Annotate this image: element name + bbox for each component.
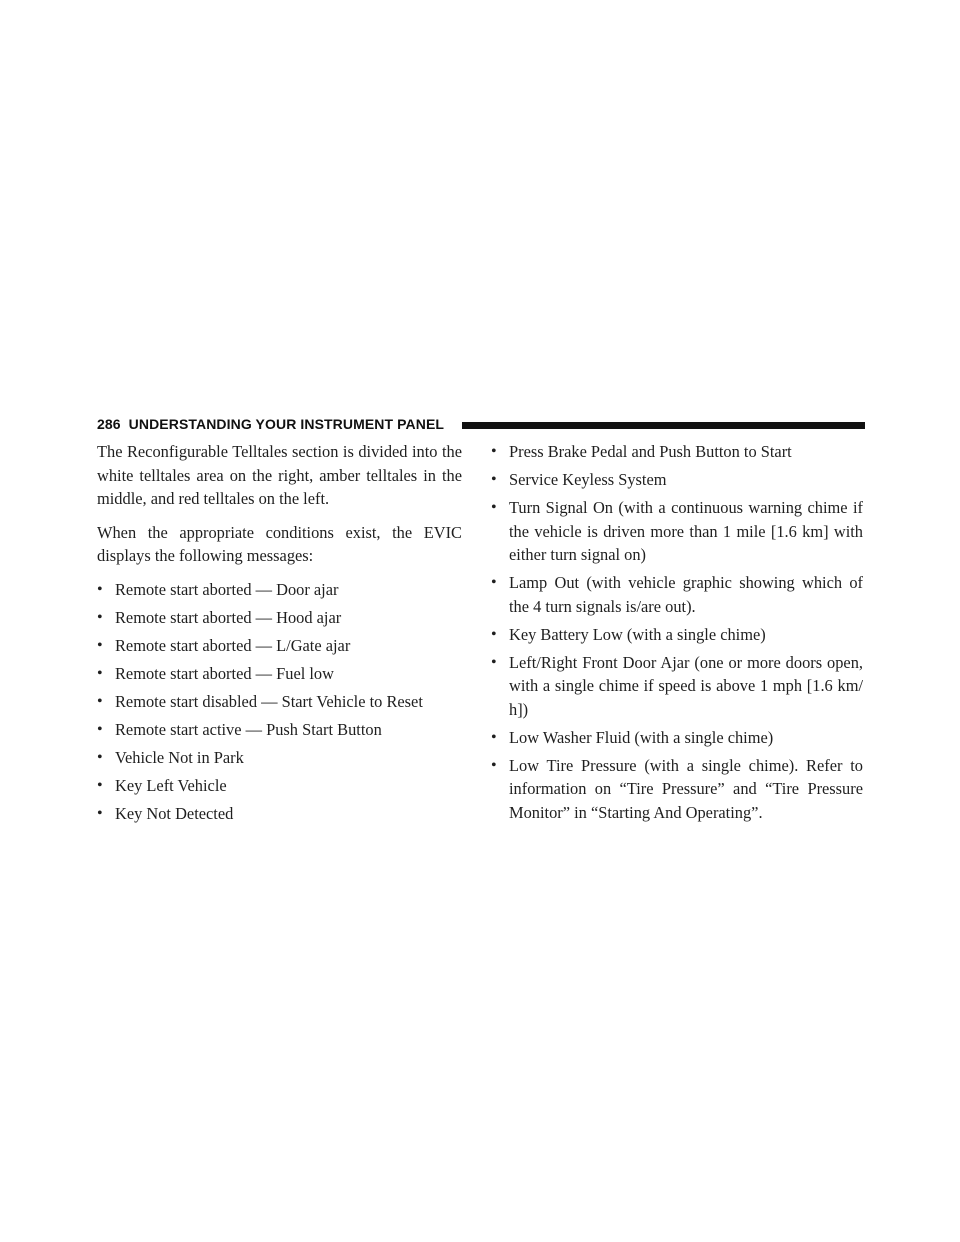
header-text — [97, 415, 462, 433]
list-item-text: Turn Signal On (with a continuous warning chime if the vehicle is driven more than 1 mile [1.6 km] with either turn signal on) — [509, 498, 863, 564]
list-item-text: Remote start disabled — Start Vehicle to Reset — [115, 691, 423, 711]
list-item — [491, 754, 863, 825]
bullet-icon: • — [491, 625, 497, 643]
bullet-icon: • — [491, 574, 497, 591]
message-list-left — [97, 578, 462, 826]
list-item — [97, 606, 462, 630]
bullet-icon: • — [97, 720, 103, 738]
right-column — [491, 440, 863, 829]
bullet-icon: • — [97, 692, 103, 710]
bullet-icon: • — [491, 653, 497, 671]
section-title: UNDERSTANDING YOUR INSTRUMENT PANEL — [128, 416, 445, 432]
left-column — [97, 440, 462, 830]
list-item-text: Press Brake Pedal and Push Button to Start — [509, 442, 792, 461]
list-item — [491, 726, 863, 750]
list-item — [491, 496, 863, 567]
bullet-icon: • — [491, 728, 497, 746]
list-item-text: Remote start aborted — Hood ajar — [115, 607, 342, 627]
bullet-icon: • — [491, 443, 497, 460]
bullet-icon: • — [491, 499, 497, 516]
bullet-icon: • — [97, 664, 103, 682]
bullet-icon: • — [97, 748, 103, 766]
list-item — [97, 774, 462, 798]
list-item-text: Key Battery Low (with a single chime) — [509, 624, 766, 644]
paragraph-evic-intro: When the appropriate conditions exist, the EVIC displays the following messages: — [97, 522, 462, 565]
list-item-text: Remote start aborted — L/Gate ajar — [115, 635, 351, 655]
list-item-text: Low Washer Fluid (with a single chime) — [509, 727, 774, 747]
message-list-right — [491, 440, 863, 824]
list-item — [97, 634, 462, 658]
list-item — [97, 718, 462, 742]
bullet-icon: • — [97, 804, 103, 822]
list-item — [491, 440, 863, 464]
list-item-text: Key Not Detected — [115, 803, 234, 823]
list-item-text: Low Tire Pressure (with a single chime). Refer to information on “Tire Pressure” and “Tire Pressure Monitor” in “Starting And Operating”. — [509, 755, 863, 822]
list-item — [491, 623, 863, 647]
list-item-text: Remote start active — Push Start Button — [115, 719, 382, 739]
bullet-icon: • — [491, 756, 497, 774]
bullet-icon: • — [97, 636, 103, 654]
list-item — [97, 578, 462, 602]
bullet-icon: • — [97, 608, 103, 626]
list-item-text: Key Left Vehicle — [115, 775, 227, 795]
list-item — [491, 651, 863, 722]
bullet-icon: • — [491, 471, 497, 488]
list-item-text: Remote start aborted — Fuel low — [115, 663, 334, 683]
list-item — [97, 662, 462, 686]
list-item — [97, 802, 462, 826]
page-header — [97, 415, 865, 433]
list-item — [491, 571, 863, 618]
paragraph-telltales: The Reconfigurable Telltales section is divided into the white telltales area on the right, amber telltales in the middle, and red telltales on the left. — [97, 442, 462, 508]
bullet-icon: • — [97, 776, 103, 794]
bullet-icon: • — [97, 580, 103, 598]
list-item-text: Left/Right Front Door Ajar (one or more doors open, with a single chime if speed is above 1 mph [1.6 km/ h]) — [509, 652, 863, 719]
list-item-text: Lamp Out (with vehicle graphic showing which of the 4 turn signals is/are out). — [509, 573, 863, 616]
list-item — [97, 690, 462, 714]
list-item — [491, 468, 863, 492]
list-item-text: Service Keyless System — [509, 470, 667, 489]
list-item-text: Remote start aborted — Door ajar — [115, 579, 339, 599]
list-item — [97, 746, 462, 770]
page-number: 286 — [97, 416, 121, 432]
list-item-text: Vehicle Not in Park — [115, 747, 244, 767]
